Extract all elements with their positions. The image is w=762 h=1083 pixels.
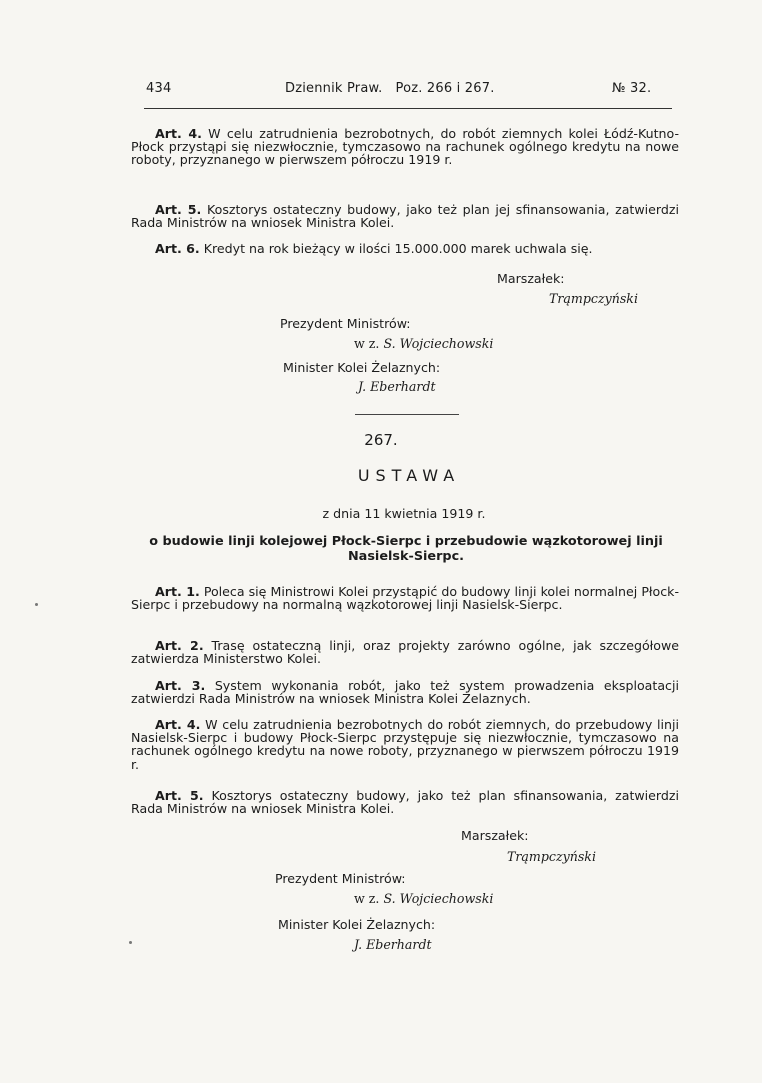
section-divider <box>355 414 459 415</box>
article-label: Art. 5. <box>155 788 204 803</box>
header-rule <box>144 108 672 109</box>
scan-speck <box>35 603 38 606</box>
minister-title: Minister Kolei Żelaznych: <box>283 360 441 375</box>
marshal-signature: Trąmpczyński <box>507 849 596 864</box>
scan-speck <box>129 941 132 944</box>
act-subject: o budowie linji kolejowej Płock-Sierpc i przebudowie wązkotorowej linji Nasielsk-Sierpc. <box>149 534 663 564</box>
marshal-title: Marszałek: <box>497 271 565 286</box>
act-date: z dnia 11 kwietnia 1919 r. <box>322 506 486 521</box>
article-label: Art. 6. <box>155 241 200 256</box>
article-text: Trasę ostateczną linji, oraz projekty zarówno ogólne, jak szczegółowe zatwierdza Ministerstwo Kolei. <box>131 638 679 667</box>
act-number: 267. <box>364 431 398 449</box>
minister-signature: J. Eberhardt <box>354 937 432 952</box>
marshal-signature: Trąmpczyński <box>549 291 638 306</box>
article-267-2 <box>131 639 679 665</box>
minister-signature: J. Eberhardt <box>358 379 436 394</box>
act-title: USTAWA <box>357 466 461 485</box>
article-266-5 <box>131 203 679 229</box>
article-text: System wykonania robót, jako też system prowadzenia eksploatacji zatwierdzi Rada Ministrów na wniosek Ministra Kolei Żelaznych. <box>131 678 679 707</box>
article-label: Art. 5. <box>155 202 202 217</box>
article-text: Kosztorys ostateczny budowy, jako też plan sfinansowania, zatwierdzi Rada Ministrów na wniosek Ministra Kolei. <box>131 788 679 817</box>
article-266-6 <box>131 242 679 255</box>
issue-number: № 32. <box>612 81 652 96</box>
article-text: Kredyt na rok bieżący w ilości 15.000.000 marek uchwala się. <box>203 241 593 256</box>
pm-signature: w z. S. Wojciechowski <box>354 336 494 351</box>
page-number: 434 <box>146 81 172 96</box>
article-267-3 <box>131 679 679 705</box>
article-267-4 <box>131 718 679 771</box>
article-267-5 <box>131 789 679 815</box>
article-text: W celu zatrudnienia bezrobotnych, do robót ziemnych kolei Łódź-Kutno-Płock przystąpi się niezwłocznie, tymczasowo na rachunek ogólnego kredytu na nowe roboty, przyznanego w pierwszem półroczu 1919 r. <box>131 126 679 168</box>
article-267-1 <box>131 585 679 611</box>
article-label: Art. 4. <box>155 717 201 732</box>
article-label: Art. 3. <box>155 678 206 693</box>
minister-title: Minister Kolei Żelaznych: <box>278 917 436 932</box>
pm-title: Prezydent Ministrów: <box>275 871 406 886</box>
article-text: Kosztorys ostateczny budowy, jako też plan jej sfinansowania, zatwierdzi Rada Ministrów na wniosek Ministra Kolei. <box>131 202 679 231</box>
article-266-4 <box>131 127 679 167</box>
article-label: Art. 1. <box>155 584 200 599</box>
article-label: Art. 4. <box>155 126 202 141</box>
article-label: Art. 2. <box>155 638 204 653</box>
article-text: Poleca się Ministrowi Kolei przystąpić do budowy linji kolei normalnej Płock-Sierpc i przebudowy na normalną wązkotorowej linji Nasielsk-Sierpc. <box>131 584 679 613</box>
journal-title: Dziennik Praw. <box>285 81 383 96</box>
pm-title: Prezydent Ministrów: <box>280 316 411 331</box>
running-header <box>285 81 545 99</box>
positions-ref: Poz. 266 i 267. <box>395 81 495 96</box>
article-text: W celu zatrudnienia bezrobotnych do robót ziemnych, do przebudowy linji Nasielsk-Sierpc i budowy Płock-Sierpc przystępuje się niezwłocznie, tymczasowo na rachunek ogólnego kredytu na nowe roboty, przyznanego w pierwszem półroczu 1919 r. <box>131 717 679 772</box>
pm-signature: w z. S. Wojciechowski <box>354 891 494 906</box>
marshal-title: Marszałek: <box>461 828 529 843</box>
